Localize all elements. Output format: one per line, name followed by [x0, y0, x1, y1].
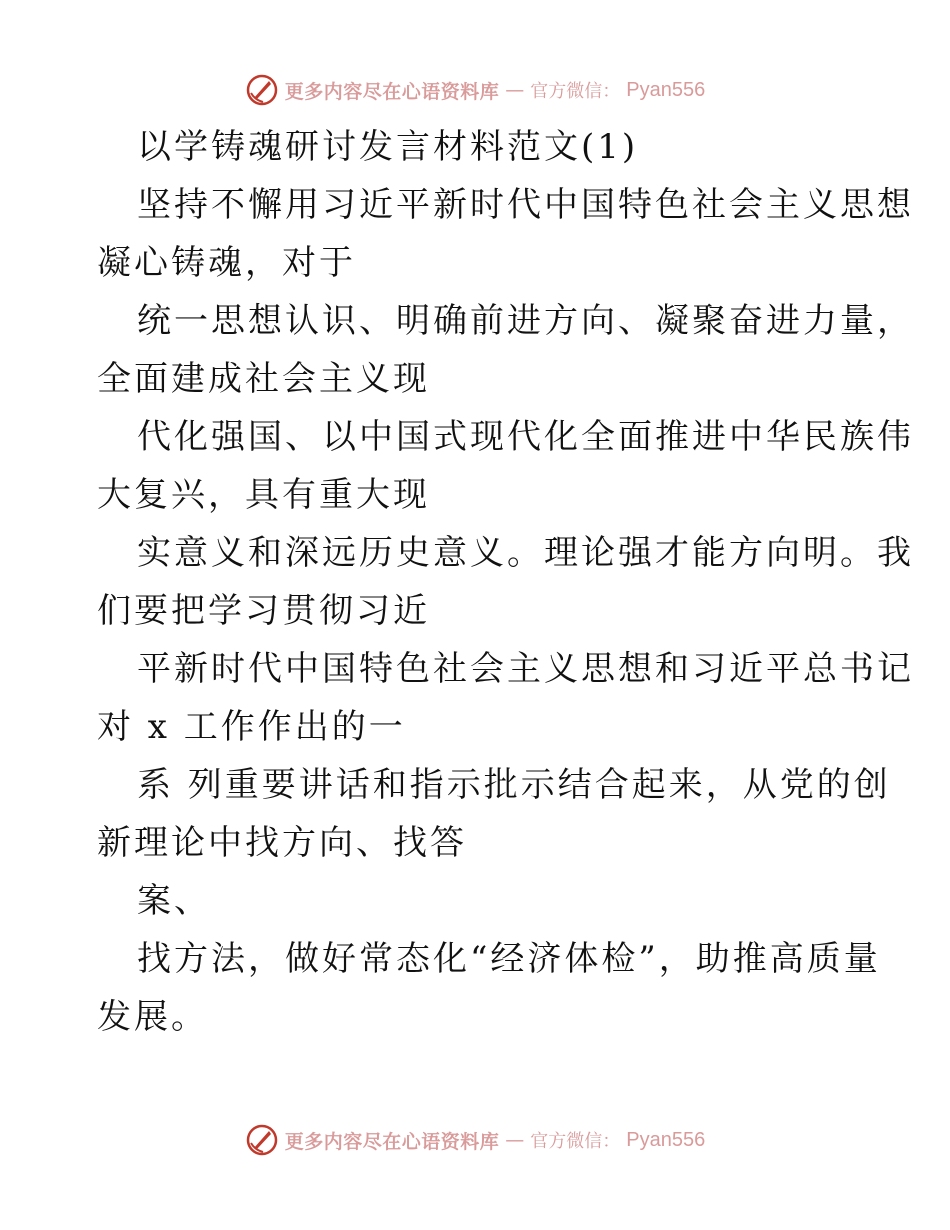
- body-line: 找方法，做好常态化“经济体检”，助推高质量: [137, 939, 881, 979]
- watermark-wechat-id: Pyan556: [626, 78, 706, 101]
- body-line: 对 x 工作作出的一: [97, 707, 406, 747]
- watermark-dash: —: [505, 1129, 525, 1151]
- footer-watermark: [0, 1120, 950, 1160]
- body-line: 新理论中找方向、找答: [97, 823, 467, 863]
- watermark-site-text: 更多内容尽在心语资料库: [284, 80, 500, 103]
- body-line: 平新时代中国特色社会主义思想和习近平总书记: [137, 649, 914, 689]
- watermark-wechat-label: 官方微信：: [530, 81, 621, 102]
- document-body: [97, 118, 914, 1046]
- quill-logo-icon: [245, 1123, 279, 1157]
- body-line: 们要把学习贯彻习近: [97, 591, 430, 631]
- watermark-site-text: 更多内容尽在心语资料库: [284, 1130, 500, 1153]
- body-line: 系 列重要讲话和指示批示结合起来，从党的创: [137, 765, 891, 805]
- body-line: 代化强国、以中国式现代化全面推进中华民族伟: [137, 417, 914, 457]
- body-line: 案、: [137, 881, 211, 921]
- header-watermark: [0, 70, 950, 110]
- body-line: 实意义和深远历史意义。理论强才能方向明。我: [137, 533, 914, 573]
- body-line: 发展。: [97, 997, 208, 1037]
- body-line: 统一思想认识、明确前进方向、凝聚奋进力量，: [137, 301, 914, 341]
- body-line: 坚持不懈用习近平新时代中国特色社会主义思想: [137, 185, 914, 225]
- watermark-wechat-label: 官方微信：: [530, 1131, 621, 1152]
- document-title: 以学铸魂研讨发言材料范文(1): [137, 127, 639, 167]
- body-line: 大复兴，具有重大现: [97, 475, 430, 515]
- watermark-wechat-id: Pyan556: [626, 1128, 706, 1151]
- watermark-dash: —: [505, 79, 525, 101]
- quill-logo-icon: [245, 73, 279, 107]
- body-line: 凝心铸魂，对于: [97, 243, 356, 283]
- body-line: 全面建成社会主义现: [97, 359, 430, 399]
